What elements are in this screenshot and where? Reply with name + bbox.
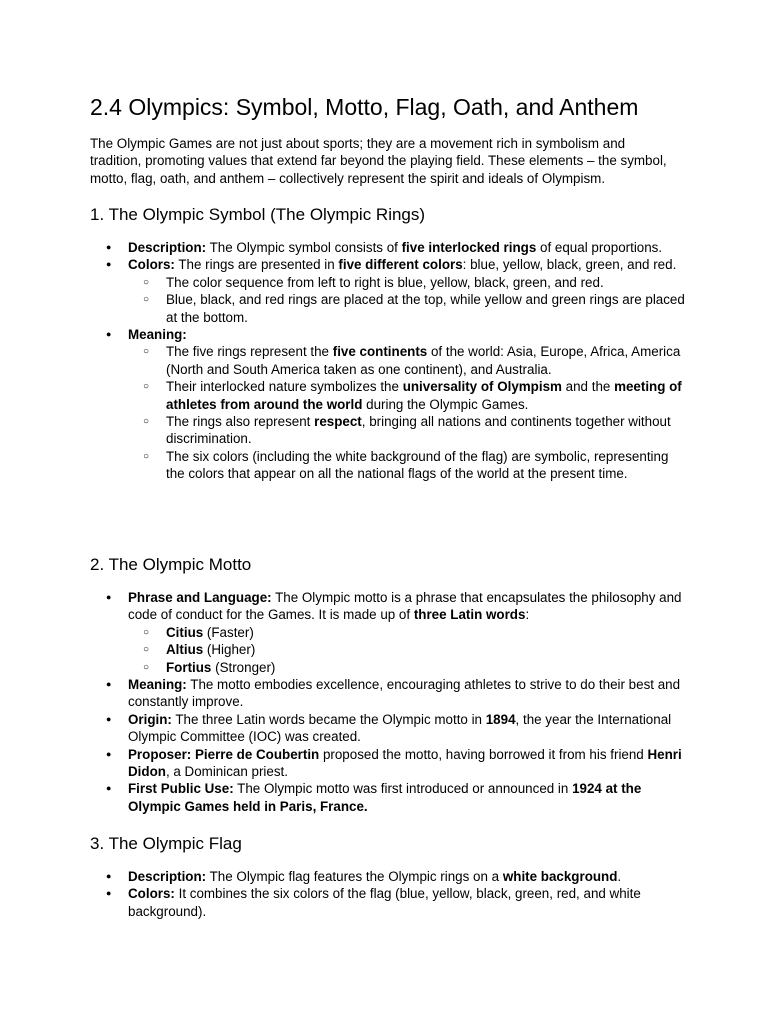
section-heading-motto: 2. The Olympic Motto — [90, 555, 252, 574]
list-item: ● Description: The Olympic flag features the Olympic rings on a white background. — [90, 868, 686, 885]
item-label: Colors: — [128, 257, 175, 273]
list-item: ● Proposer: Pierre de Coubertin proposed the motto, having borrowed it from his friend Henri Didon, a Dominican priest. — [90, 746, 686, 781]
item-label: Proposer: — [128, 746, 192, 762]
sub-list-item: ○ The five rings represent the five continents of the world: Asia, Europe, Africa, America (North and South America taken as one continent), and Australia. — [128, 343, 686, 378]
item-label: Description: — [128, 869, 207, 884]
item-label: First Public Use: — [128, 781, 234, 797]
item-label: Origin: — [128, 711, 172, 727]
section-heading-symbol: 1. The Olympic Symbol (The Olympic Rings) — [90, 205, 426, 224]
sub-list-item: ○ The color sequence from left to right is blue, yellow, black, green, and red. — [128, 274, 686, 291]
section-heading-flag: 3. The Olympic Flag — [90, 834, 242, 853]
list-item: ● Phrase and Language: The Olympic motto is a phrase that encapsulates the philosophy and code of conduct for the Games. It is made up of three Latin words: ○ Citius (Faster) ○ Altius (Higher) ○ Fortius (Stronger) — [90, 589, 686, 676]
sub-list — [128, 624, 686, 676]
page-title: 2.4 Olympics: Symbol, Motto, Flag, Oath, and Anthem — [90, 94, 639, 120]
list-item: ● Colors: The rings are presented in five different colors: blue, yellow, black, green, and red. ○ The color sequence from left to right is blue, yellow, black, green, and red. ○ Blue, black, and red rings are placed at the top, while yellow and green rings are placed at the bottom. — [90, 256, 686, 326]
motto-list — [90, 589, 686, 815]
list-item: ● Origin: The three Latin words became the Olympic motto in 1894, the year the International Olympic Committee (IOC) was created. — [90, 711, 686, 746]
item-label: Colors: — [128, 886, 175, 902]
sub-list-item: ○ Altius (Higher) — [128, 641, 686, 658]
sub-list-item: ○ Blue, black, and red rings are placed at the top, while yellow and green rings are placed at the bottom. — [128, 291, 686, 326]
item-label: Description: — [128, 240, 207, 255]
intro-paragraph: The Olympic Games are not just about sports; they are a movement rich in symbolism and tradition, promoting values that extend far beyond the playing field. These elements – the symbol, motto, flag, oath, and anthem – collectively represent the spirit and ideals of Olympism. — [90, 136, 667, 186]
flag-list — [90, 868, 686, 920]
symbol-list — [90, 239, 686, 483]
sub-list — [128, 343, 686, 482]
sub-list — [128, 274, 686, 326]
item-label: Meaning: — [128, 327, 187, 343]
item-label: Meaning: — [128, 677, 187, 693]
sub-list-item: ○ Fortius (Stronger) — [128, 659, 686, 676]
sub-list-item: ○ Their interlocked nature symbolizes the universality of Olympism and the meeting of athletes from around the world during the Olympic Games. — [128, 378, 686, 413]
sub-list-item: ○ Citius (Faster) — [128, 624, 686, 641]
list-item: ● Meaning: The motto embodies excellence, encouraging athletes to strive to do their best and constantly improve. — [90, 676, 686, 711]
list-item: ● Colors: It combines the six colors of the flag (blue, yellow, black, green, red, and white background). — [90, 885, 686, 920]
list-item — [90, 326, 686, 483]
sub-list-item: ○ The six colors (including the white background of the flag) are symbolic, representing the colors that appear on all the national flags of the world at the present time. — [128, 448, 686, 483]
list-item: ● Description: The Olympic symbol consists of five interlocked rings of equal proportions. — [90, 239, 686, 256]
sub-list-item: ○ The rings also represent respect, bringing all nations and continents together without discrimination. — [128, 413, 686, 448]
item-label: Phrase and Language: — [128, 590, 272, 605]
list-item: ● First Public Use: The Olympic motto was first introduced or announced in 1924 at the Olympic Games held in Paris, France. — [90, 780, 686, 815]
